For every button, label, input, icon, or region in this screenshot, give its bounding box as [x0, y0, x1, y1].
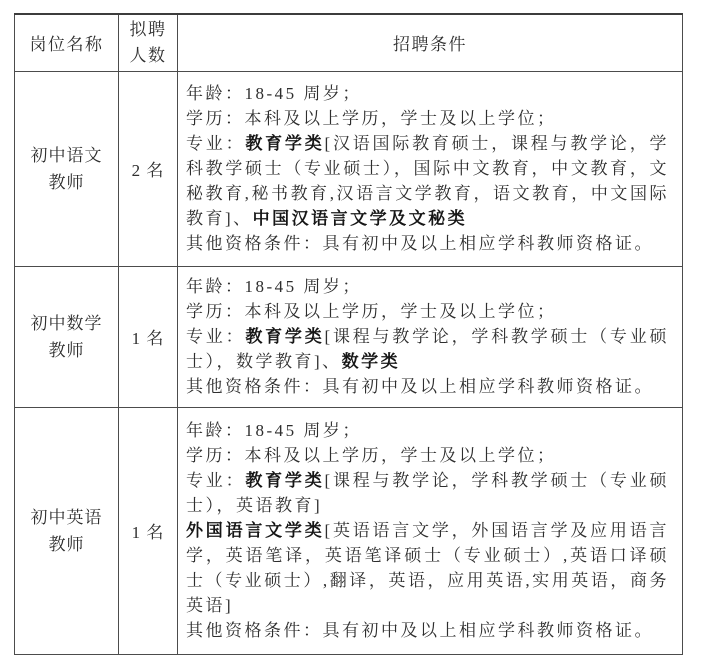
table-row — [15, 71, 683, 266]
count-label: 1 名 — [131, 523, 165, 542]
text-segment: 教育学类 — [245, 327, 325, 346]
text-segment: 学历：本科及以上学历，学士及以上学位； — [186, 302, 557, 321]
text-segment: 中国汉语言文学及文秘类 — [252, 209, 468, 228]
recruitment-table — [14, 13, 683, 655]
position-label: 初中英语教师 — [30, 507, 103, 554]
position-cell — [15, 71, 119, 266]
text-segment: 学历：本科及以上学历，学士及以上学位； — [186, 446, 557, 465]
text-segment: 教育学类 — [245, 134, 325, 153]
count-cell — [119, 266, 178, 407]
count-cell — [119, 71, 178, 266]
condition-line — [186, 324, 669, 374]
condition-line — [186, 374, 669, 399]
text-segment: 教育学类 — [245, 471, 325, 490]
conditions-cell — [178, 407, 683, 654]
text-segment: 专业： — [186, 471, 246, 490]
position-label: 初中语文教师 — [30, 145, 103, 192]
condition-line — [186, 418, 669, 443]
text-segment: 专业： — [186, 134, 246, 153]
text-segment: 年龄：18-45 周岁； — [186, 421, 362, 440]
text-segment: [汉语国际教育硕士，课程与教学论，学科教学硕士（专业硕士），国际中文教育，中文教育，文秘教育,秘书教育,汉语言文学教育，语文教育，中文国际教育]、 — [186, 134, 669, 228]
text-segment: [英语语言文学，外国语言学及应用语言学，英语笔译，英语笔译硕士（专业硕士）,英语口译硕士（专业硕士）,翻译，英语，应用英语,实用英语，商务英语] — [186, 521, 669, 615]
conditions-cell — [178, 71, 683, 266]
header-count-label: 拟聘人数 — [129, 19, 167, 65]
table-row — [15, 266, 683, 407]
text-segment: 其他资格条件：具有初中及以上相应学科教师资格证。 — [186, 234, 654, 253]
condition-line — [186, 106, 669, 131]
text-segment: 专业： — [186, 327, 246, 346]
text-segment: 外国语言文学类 — [186, 521, 325, 540]
text-segment: 年龄：18-45 周岁； — [186, 277, 362, 296]
text-segment: 学历：本科及以上学历，学士及以上学位； — [186, 109, 557, 128]
text-segment: [课程与教学论，学科教学硕士（专业硕士），英语教育] — [186, 471, 669, 515]
position-cell — [15, 266, 119, 407]
text-segment: 年龄：18-45 周岁； — [186, 84, 362, 103]
condition-line — [186, 618, 669, 643]
text-segment: [课程与教学论，学科教学硕士（专业硕士），数学教育]、 — [186, 327, 669, 371]
header-count — [119, 14, 178, 71]
header-conditions: 招聘条件 — [178, 14, 683, 71]
table-row — [15, 407, 683, 654]
condition-line — [186, 131, 669, 231]
count-label: 1 名 — [131, 329, 165, 348]
count-cell — [119, 407, 178, 654]
conditions-cell — [178, 266, 683, 407]
condition-line — [186, 274, 669, 299]
condition-line — [186, 81, 669, 106]
position-label: 初中数学教师 — [30, 313, 103, 360]
text-segment: 数学类 — [341, 352, 401, 371]
text-segment: 其他资格条件：具有初中及以上相应学科教师资格证。 — [186, 377, 654, 396]
header-position: 岗位名称 — [15, 14, 119, 71]
condition-line — [186, 299, 669, 324]
text-segment: 其他资格条件：具有初中及以上相应学科教师资格证。 — [186, 621, 654, 640]
condition-line — [186, 443, 669, 468]
condition-line — [186, 518, 669, 618]
condition-line — [186, 231, 669, 256]
position-cell — [15, 407, 119, 654]
header-row — [15, 14, 683, 71]
condition-line — [186, 468, 669, 518]
count-label: 2 名 — [131, 161, 165, 180]
